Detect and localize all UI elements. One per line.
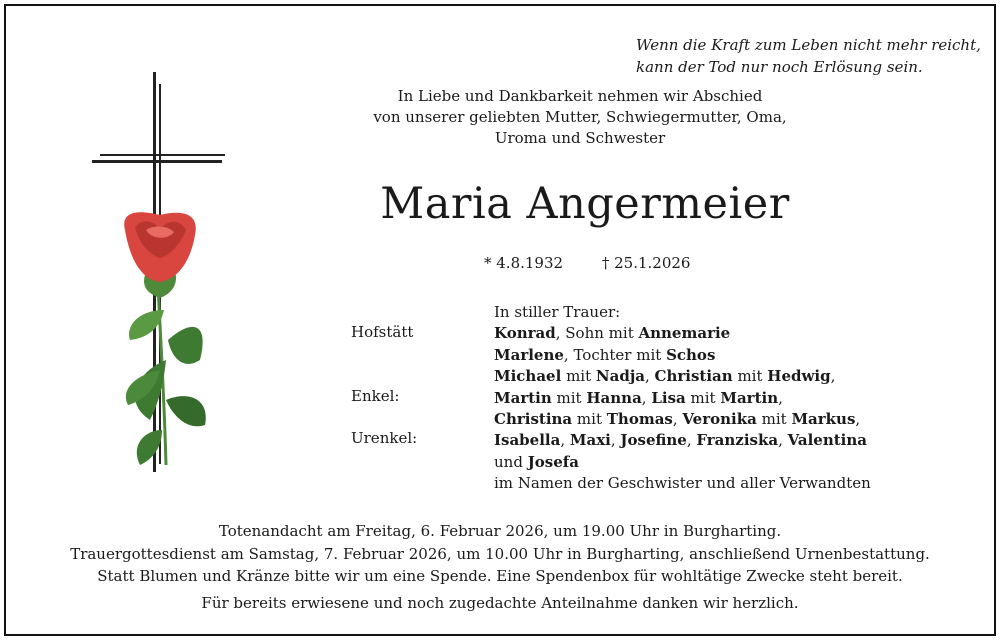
mourner-name: Martin [720,388,779,407]
deceased-name: Maria Angermeier [380,179,790,229]
birth-date: * 4.8.1932 [484,254,564,272]
cross-rose-image [80,70,230,480]
poem-line: Wenn die Kraft zum Leben nicht mehr reicht, [636,36,981,54]
mourner-name: Valentina [787,431,868,450]
intro-line: von unserer geliebten Mutter, Schwiegermutter, Oma, [373,108,787,126]
mourner-name: Veronika [682,410,757,429]
mourner-name: Nadja [595,367,645,386]
mourner-name: Schos [666,345,716,364]
mourner-name: Marlene [494,345,564,364]
mourner-name: Martin [494,388,552,407]
mourners-heading: In stiller Trauer: [494,303,621,321]
rose-icon [124,212,206,465]
mourner-line: und Josefa [494,452,579,471]
great-grandchildren-label: Urenkel: [351,429,418,447]
mourner-line: Konrad, Sohn mit Annemarie [494,324,731,343]
mourner-name: Michael [494,367,562,386]
footer-line: Totenandacht am Freitag, 6. Februar 2026, um 19.00 Uhr in Burgharting. [218,522,782,540]
mourner-line: Isabella, Maxi, Josefine, Franziska, Valentina [494,431,868,450]
mourner-name: Lisa [651,388,686,407]
mourner-name: Thomas [606,410,673,429]
mourner-name: Christina [494,410,573,429]
mourners-closing: im Namen der Geschwister und aller Verwandten [494,474,871,493]
mourner-line: Michael mit Nadja, Christian mit Hedwig, [494,367,836,386]
mourner-line: Christina mit Thomas, Veronika mit Markus, [494,410,861,429]
mourner-line: Marlene, Tochter mit Schos [494,345,716,364]
footer-line: Statt Blumen und Kränze bitte wir um eine Spende. Eine Spendenbox für wohltätige Zwecke steht bereit. [97,567,903,585]
mourner-name: Konrad [494,324,556,343]
mourner-name: Franziska [696,431,779,450]
place-label: Hofstätt [351,323,414,341]
footer-line: Trauergottesdienst am Samstag, 7. Februar 2026, um 10.00 Uhr in Burgharting, anschließend Urnenbestattung. [70,544,930,563]
mourner-name: Markus [791,410,856,429]
life-dates [484,254,690,272]
poem-line: kann der Tod nur noch Erlösung sein. [636,58,923,76]
mourner-name: Josefine [620,431,687,450]
mourner-line: Martin mit Hanna, Lisa mit Martin, [494,388,783,407]
mourner-name: Isabella [494,431,561,450]
service-info [40,520,960,614]
poem-quote [636,34,981,78]
mourner-name: Annemarie [638,324,731,343]
intro-line: In Liebe und Dankbarkeit nehmen wir Abschied [397,87,763,105]
mourner-name: Josefa [527,452,579,471]
death-date: † 25.1.2026 [601,254,691,272]
mourner-name: Hanna [586,388,642,407]
grandchildren-label: Enkel: [351,387,400,405]
mourner-name: Christian [654,367,733,386]
thanks-line: Für bereits erwiesene und noch zugedachte Anteilnahme danken wir herzlich. [201,593,799,612]
intro-text [340,86,820,149]
mourners-list [494,302,871,495]
mourner-name: Hedwig [767,367,831,386]
intro-line: Uroma und Schwester [494,129,666,147]
mourner-name: Maxi [569,431,611,450]
